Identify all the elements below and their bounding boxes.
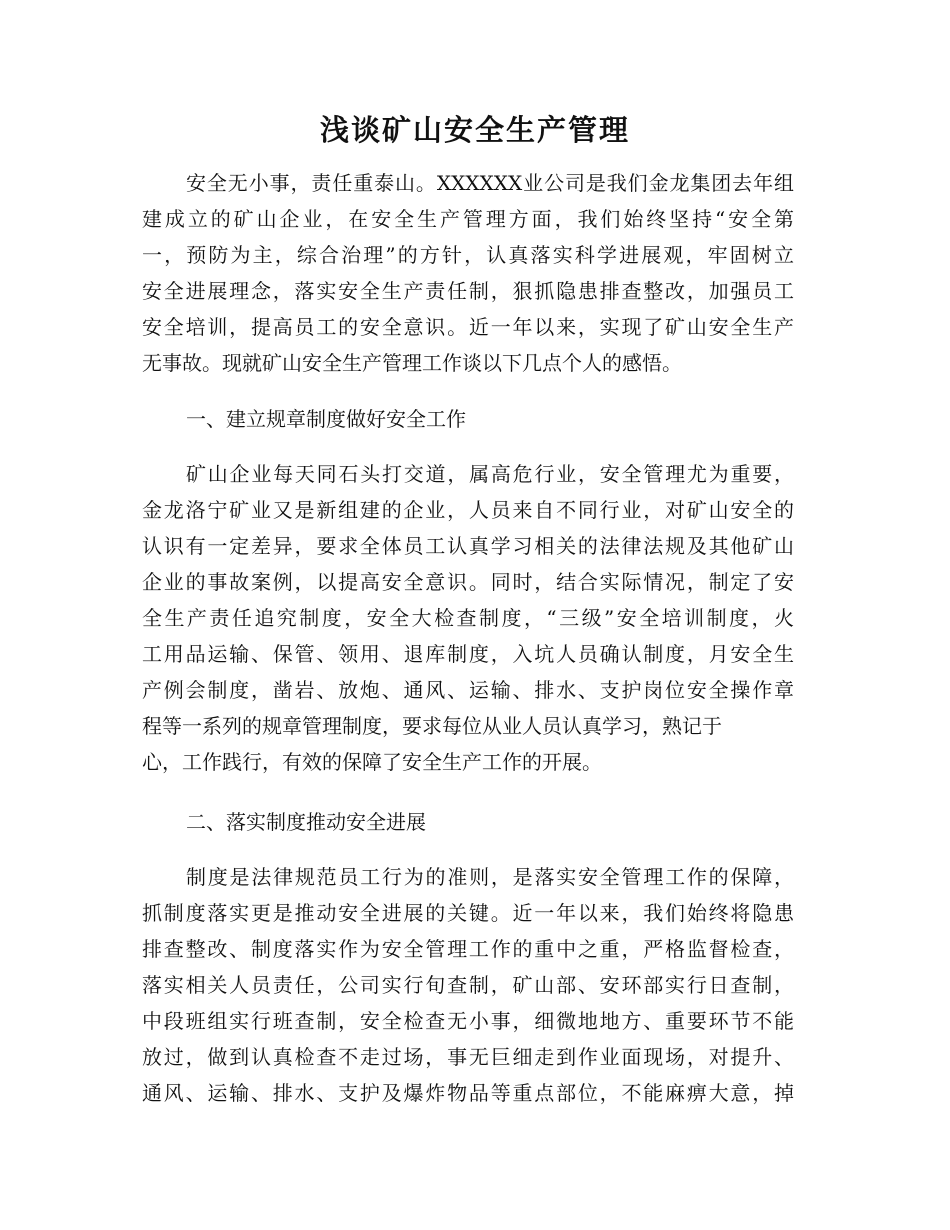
paragraph-3-line-6: 放过，做到认真检查不走过场，事无巨细走到作业面现场，对提升、 (142, 1045, 794, 1069)
paragraph-1-line-1: 安全无小事，责任重泰山。XXXXXX业公司是我们金龙集团去年组 (186, 171, 794, 195)
paragraph-1-line-2: 建成立的矿山企业，在安全生产管理方面，我们始终坚持“安全第 (142, 207, 794, 231)
paragraph-1-line-4: 安全进展理念，落实安全生产责任制，狠抓隐患排查整改，加强员工 (142, 279, 794, 303)
paragraph-3-line-5: 中段班组实行班查制，安全检查无小事，细微地地方、重要环节不能 (142, 1009, 794, 1033)
section-heading-2: 二、落实制度推动安全进展 (186, 810, 426, 834)
paragraph-2-line-7: 产例会制度，凿岩、放炮、通风、运输、排水、支护岗位安全操作章 (142, 678, 794, 702)
paragraph-3-line-1: 制度是法律规范员工行为的准则，是落实安全管理工作的保障， (186, 865, 794, 889)
paragraph-3-line-2: 抓制度落实更是推动安全进展的关键。近一年以来，我们始终将隐患 (142, 901, 794, 925)
paragraph-1-line-5: 安全培训，提高员工的安全意识。近一年以来，实现了矿山安全生产 (142, 315, 794, 339)
section-heading-1: 一、建立规章制度做好安全工作 (186, 407, 466, 431)
paragraph-2-line-5: 全生产责任追究制度，安全大检查制度，“三级”安全培训制度，火 (142, 606, 794, 630)
paragraph-2-line-6: 工用品运输、保管、领用、退库制度，入坑人员确认制度，月安全生 (142, 642, 794, 666)
paragraph-2-line-2: 金龙洛宁矿业又是新组建的企业，人员来自不同行业，对矿山安全的 (142, 498, 794, 522)
paragraph-3-line-3: 排查整改、制度落实作为安全管理工作的重中之重，严格监督检查， (142, 937, 794, 961)
paragraph-2-line-8: 程等一系列的规章管理制度，要求每位从业人员认真学习，熟记于 (142, 714, 722, 738)
paragraph-1-line-3: 一，预防为主，综合治理”的方针，认真落实科学进展观，牢固树立 (142, 243, 794, 267)
paragraph-2-line-1: 矿山企业每天同石头打交道，属高危行业，安全管理尤为重要， (186, 462, 794, 486)
document-title: 浅谈矿山安全生产管理 (319, 113, 630, 147)
paragraph-1-line-6: 无事故。现就矿山安全生产管理工作谈以下几点个人的感悟。 (142, 351, 682, 375)
paragraph-2-line-9: 心，工作践行，有效的保障了安全生产工作的开展。 (142, 750, 602, 774)
paragraph-3-line-7: 通风、运输、排水、支护及爆炸物品等重点部位，不能麻痹大意，掉 (142, 1081, 794, 1105)
paragraph-2-line-4: 企业的事故案例，以提高安全意识。同时，结合实际情况，制定了安 (142, 570, 794, 594)
paragraph-3-line-4: 落实相关人员责任，公司实行旬查制，矿山部、安环部实行日查制， (142, 973, 794, 997)
paragraph-2-line-3: 认识有一定差异，要求全体员工认真学习相关的法律法规及其他矿山 (142, 534, 794, 558)
